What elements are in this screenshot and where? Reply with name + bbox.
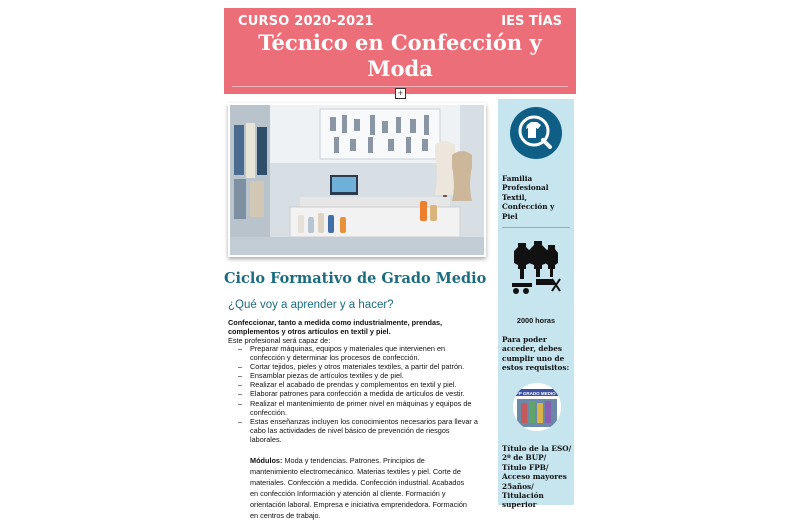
modules-paragraph	[250, 455, 472, 521]
skills-list	[228, 344, 478, 444]
access-requirements: Título de la ESO/ 2º de BUP/ Título FPB/ Acceso mayores 25años/ Titulación superior	[502, 444, 572, 510]
course-hours: 2000 horas	[516, 316, 556, 325]
banner-divider	[232, 86, 568, 87]
brochure-page	[224, 8, 576, 520]
sidebar-divider	[502, 227, 570, 228]
list-item: – Preparar máquinas, equipos y materiales que intervienen en confección y determinar los procesos de confección.	[228, 344, 478, 362]
info-sidebar	[498, 99, 574, 510]
list-item: – Ensamblar piezas de artículos textiles y de piel.	[228, 371, 478, 380]
professional-family: Familia Profesional Textil, Confección y Piel	[502, 174, 555, 221]
page-title: Técnico en Confección y Moda	[258, 30, 542, 81]
course-year: CURSO 2020-2021	[238, 14, 374, 29]
list-item: – Cortar tejidos, pieles y otros materiales textiles, a partir del patrón.	[228, 362, 478, 371]
list-item: – Elaborar patrones para confección a medida de artículos de vestir.	[228, 389, 478, 398]
header-banner	[224, 8, 576, 94]
sewing-tools-icon	[508, 239, 564, 300]
fp-badge-image	[513, 383, 561, 431]
modules-text: Moda y tendencias. Patrones. Principios de mantenimiento electromecánico. Materias textiles y piel. Corte de materiales. Confección a medida. Confección industrial. Acabados en confección Información y atención al cliente. Formación y orientación laboral. Empresa e iniciativa emprendedora. Formación en centros de trabajo.	[250, 456, 467, 520]
workshop-photo	[228, 103, 486, 257]
lead-paragraph: Confeccionar, tanto a medida como industrialmente, prendas, complementos y otros artículos en textil y piel.	[228, 318, 443, 336]
list-item: – Realizar el mantenimiento de primer nivel en máquinas y equipos de confección.	[228, 399, 478, 417]
move-handle-icon[interactable]: +	[395, 88, 406, 99]
modules-label: Módulos:	[250, 456, 283, 465]
school-name: IES TÍAS	[501, 14, 562, 29]
textile-family-logo-icon	[510, 107, 562, 159]
requirements-heading: Para poder acceder, debes cumplir uno de estos requisitos:	[502, 335, 570, 373]
section-heading: Ciclo Formativo de Grado Medio	[224, 270, 487, 287]
list-item: – Estas enseñanzas incluyen los conocimientos necesarios para llevar a cabo las actividades de nivel básico de prevención de riesgos laborales.	[228, 417, 478, 444]
learning-question: ¿Qué voy a aprender y a hacer?	[228, 299, 394, 311]
intro-text: Este profesional será capaz de:	[228, 336, 331, 345]
fp-badge-text: FP GRADO MEDIO	[516, 391, 556, 396]
list-item: – Realizar el acabado de prendas y complementos en textil y piel.	[228, 380, 478, 389]
